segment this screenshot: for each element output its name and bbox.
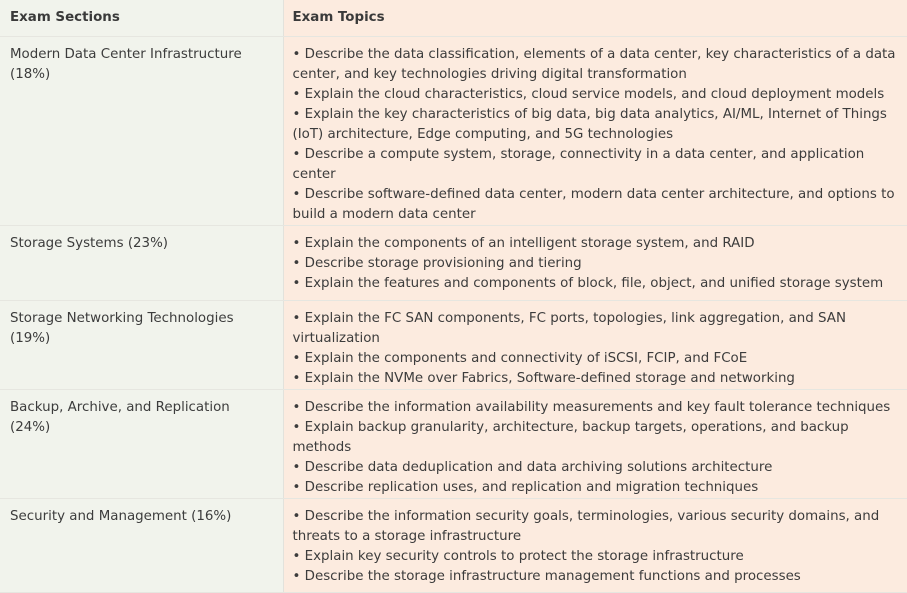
table-row [0,225,907,300]
topic-item: • Explain key security controls to protect the storage infrastructure [292,548,744,564]
topic-item: • Describe the data classification, elements of a data center, key characteristics of a data center, and key technologies driving digital transformation [292,46,896,82]
topic-item: • Explain backup granularity, architecture, backup targets, operations, and backup methods [292,419,849,455]
topic-item: • Describe data deduplication and data archiving solutions architecture [292,459,773,475]
topic-item: • Explain the features and components of block, file, object, and unified storage system [292,275,884,291]
section-cell [0,498,283,592]
topics-cell [283,225,907,300]
topic-item: • Describe a compute system, storage, connectivity in a data center, and application center [292,146,865,182]
topic-item: • Explain the FC SAN components, FC ports, topologies, link aggregation, and SAN virtualization [292,310,846,346]
topic-item: • Describe the storage infrastructure management functions and processes [292,568,801,584]
section-name: Backup, Archive, and Replication (24%) [10,399,230,435]
table-header-row [0,0,907,36]
section-name: Security and Management (16%) [10,508,232,524]
topic-item: • Describe the information security goals, terminologies, various security domains, and threats to a storage infrastructure [292,508,880,544]
table-row [0,300,907,389]
table-row [0,389,907,498]
topic-item: • Explain the NVMe over Fabrics, Software-defined storage and networking [292,370,795,386]
section-cell [0,300,283,389]
topics-cell [283,300,907,389]
header-exam-topics: Exam Topics [283,0,907,36]
section-name: Storage Networking Technologies (19%) [10,310,234,346]
table-row [0,36,907,225]
topic-item: • Describe storage provisioning and tiering [292,255,582,271]
section-cell [0,225,283,300]
topics-cell [283,389,907,498]
table-row [0,498,907,592]
section-name: Modern Data Center Infrastructure (18%) [10,46,242,82]
topic-item: • Describe replication uses, and replication and migration techniques [292,479,759,495]
topic-item: • Describe software-defined data center, modern data center architecture, and options to build a modern data center [292,186,895,222]
section-cell [0,389,283,498]
section-name: Storage Systems (23%) [10,235,169,251]
topic-item: • Describe the information availability measurements and key fault tolerance techniques [292,399,891,415]
topics-cell [283,498,907,592]
topics-cell [283,36,907,225]
topic-item: • Explain the key characteristics of big data, big data analytics, AI/ML, Internet of Things (IoT) architecture, Edge computing, and 5G technologies [292,106,887,142]
header-exam-sections: Exam Sections [0,0,283,36]
topic-item: • Explain the components and connectivity of iSCSI, FCIP, and FCoE [292,350,748,366]
section-cell [0,36,283,225]
topic-item: • Explain the components of an intelligent storage system, and RAID [292,235,755,251]
topic-item: • Explain the cloud characteristics, cloud service models, and cloud deployment models [292,86,885,102]
